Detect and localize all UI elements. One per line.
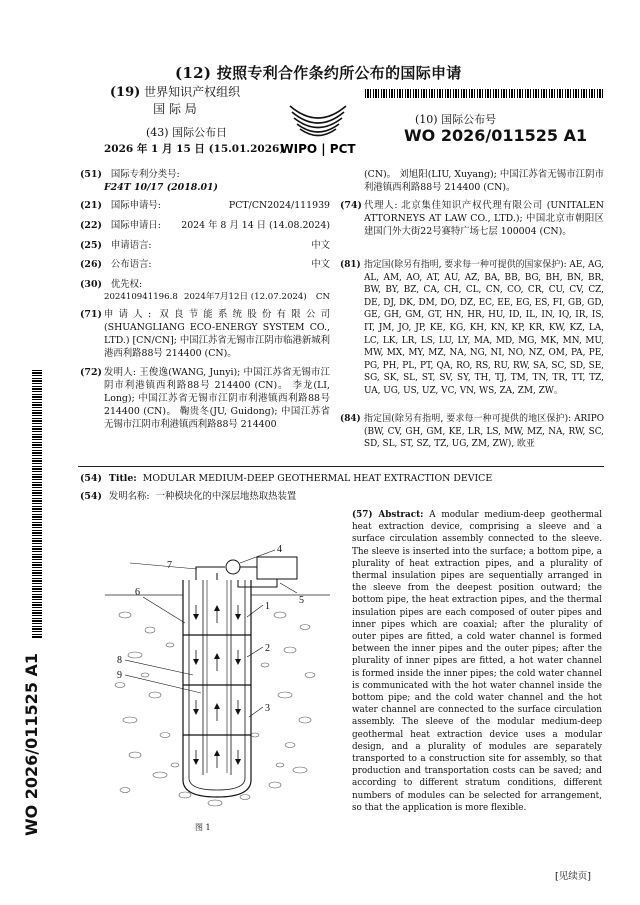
field-26 xyxy=(80,258,330,271)
field-51 xyxy=(80,168,330,194)
field-51-value: F24T 10/17 (2018.01) xyxy=(104,182,218,193)
field-22 xyxy=(80,219,330,232)
abstract-text: A modular medium-deep geothermal heat extraction device, comprising a sleeve and a surface circulation assembly connected to the sleeve. The sleeve is inserted into the surface; a bottom pipe, a plurality of heat extraction pipes, and a plurality of thermal insulation pipes are sequentially arranged in the sleeve from the deepest position outward; the bottom pipe, the heat extraction pipes, and the thermal insulation pipes are each composed of outer pipes and inner pipes which are coaxial; after the plurality of outer pipes are fitted, a cold water channel is formed between the inner pipes and the outer pipes; after the plurality of inner pipes are fitted, a hot water channel is formed inside the inner pipes; the cold water channel is communicated with the hot water channel inside the bottom pipe; and the cold water channel and the hot water channel are connected to the surface circulation assembly. The sleeve of the modular medium-deep geothermal heat extraction device uses a modular design, and a plurality of modules are separately transported to a construction site for assembly, so that production and transportation costs can be saved; and according to different stratum conditions, different numbers of modules can be selected for arrangement, so that the application is more flexible. xyxy=(352,510,603,813)
title-cn xyxy=(80,490,605,503)
pubno-value: WO 2026/011525 A1 xyxy=(404,126,588,145)
fig-label-1: 1 xyxy=(265,601,270,612)
field-30-code: (30) xyxy=(80,279,102,290)
field-25 xyxy=(80,239,330,252)
wipo-organization xyxy=(100,84,250,117)
abstract-code: (57) xyxy=(352,510,373,520)
field-30-date: 2024年7月12日 (12.07.2024) xyxy=(184,292,307,302)
title-cn-label: 发明名称: xyxy=(108,491,150,502)
field-81 xyxy=(340,259,604,398)
fig-label-6: 6 xyxy=(135,587,140,598)
field-81-text: 指定国(除另有指明, 要求每一种可提供的国家保护): AE, AG, AL, AM, AO, AT, AU, AZ, BA, BB, BG, BH, BN, BR, BW, BY, BZ, CA, CH, CL, CN, CO, CR, CU, CV, CZ, DE, DJ, DK, DM, DO, DZ, EC, EE, EG, ES, FI, GB, GD, GE, GH, GM, GT, HN, HR, HU, ID, IL, IN, IQ, IR, IS, IT, JM, JO, JP, KE, KG, KH, KN, KP, KR, KW, KZ, LA, LC, LK, LR, LS, LU, LY, MA, MD, MG, MK, MN, MU, MW, MX, MY, MZ, NA, NG, NI, NO, NZ, OM, PA, PE, PG, PH, PL, PT, QA, RO, RS, RU, RW, SA, SC, SD, SE, SG, SK, SL, ST, SV, SY, TH, TJ, TM, TN, TR, TT, TZ, UA, UG, US, UZ, VC, VN, WS, ZA, ZM, ZW。 xyxy=(364,260,604,396)
fig-label-9: 9 xyxy=(117,670,122,681)
field-81-code: (81) xyxy=(340,260,361,270)
title-en xyxy=(80,472,605,485)
field-26-code: (26) xyxy=(80,259,102,270)
field-84 xyxy=(340,413,604,451)
side-pubno: WO 2026/011525 A1 xyxy=(22,652,42,837)
wipo-logo-text: WIPO | PCT xyxy=(280,142,356,156)
field-25-value: 中文 xyxy=(311,240,330,251)
top-barcode xyxy=(365,89,603,98)
field-72 xyxy=(80,366,330,431)
continued-note: [见续页] xyxy=(555,871,591,882)
field-84-code: (84) xyxy=(340,414,361,424)
fig-label-7: 7 xyxy=(167,560,172,571)
title-cn-value: 一种模块化的中深层地热取热装置 xyxy=(155,491,297,502)
org-name-line2: 国 际 局 xyxy=(153,102,197,116)
field-30 xyxy=(80,278,330,304)
field-72-code: (72) xyxy=(80,367,102,378)
figure-caption: 图 1 xyxy=(195,823,211,832)
field-30-country: CN xyxy=(315,292,330,302)
side-barcode xyxy=(32,370,42,638)
field-72-text: 发明人: 王俊逸(WANG, Junyi); 中国江苏省无锡市江阴市利港镇西利路88号 214400 (CN)。 李龙(LI, Long); 中国江苏省无锡市江阴市利港镇西利路88号 214400 (CN)。 鞠贵冬(JU, Guidong); 中国江苏省无锡市江阴市利港镇西利路88号 214400 xyxy=(104,367,330,430)
field-51-code: (51) xyxy=(80,169,102,180)
fig-label-8: 8 xyxy=(117,655,122,666)
field-25-label: 申请语言: xyxy=(110,240,152,251)
field-71-code: (71) xyxy=(80,309,102,320)
field-26-value: 中文 xyxy=(311,259,330,270)
field-21-value: PCT/CN2024/111939 xyxy=(228,200,330,211)
heat-exchanger-box xyxy=(257,557,297,579)
field-51-label: 国际专利分类号: xyxy=(110,169,180,180)
field-26-label: 公布语言: xyxy=(110,259,152,270)
field-84-text: 指定国(除另有指明, 要求每一种可提供的地区保护): ARIPO (BW, CV, GH, GM, KE, LR, LS, MW, MZ, NA, RW, SC, SD, SL, ST, SZ, TZ, UG, ZM, ZW), 欧亚 xyxy=(364,414,604,450)
field-74-code: (74) xyxy=(340,200,362,211)
circulation-pipe xyxy=(196,567,225,580)
field-30-number: 202410941196.8 xyxy=(104,292,178,302)
pump xyxy=(226,560,240,574)
inventor-continued: (CN)。 刘旭阳(LIU, Xuyang); 中国江苏省无锡市江阴市利港镇西利路88号 214400 (CN)。 xyxy=(364,169,604,193)
wipo-logo xyxy=(270,100,366,156)
fig-label-4: 4 xyxy=(277,544,282,555)
title-en-value: MODULAR MEDIUM-DEEP GEOTHERMAL HEAT EXTRACTION DEVICE xyxy=(142,473,493,484)
document-title: (12) 按照专利合作条约所公布的国际申请 xyxy=(175,64,462,82)
abstract-label: Abstract: xyxy=(378,510,424,520)
pubdate-value: 2026 年 1 月 15 日 (15.01.2026) xyxy=(104,143,285,155)
field-25-code: (25) xyxy=(80,240,102,251)
title-en-label: Title: xyxy=(108,473,137,484)
title-cn-code: (54) xyxy=(80,491,102,502)
field-22-value: 2024 年 8 月 14 日 (14.08.2024) xyxy=(181,220,330,231)
abstract xyxy=(352,509,602,814)
field-22-label: 国际申请日: xyxy=(110,220,161,231)
field-71 xyxy=(80,308,330,360)
field-21-code: (21) xyxy=(80,200,102,211)
field-22-code: (22) xyxy=(80,220,102,231)
org-code: (19) xyxy=(109,85,141,100)
fig-label-3: 3 xyxy=(265,703,270,714)
field-74-text: 代理人: 北京集佳知识产权代理有限公司 (UNITALEN ATTORNEYS AT LAW CO., LTD.); 中国北京市朝阳区建国门外大街22号赛特广场七层 100004 (CN)。 xyxy=(364,200,604,237)
fig-label-5: 5 xyxy=(299,595,304,606)
field-74 xyxy=(340,199,604,238)
title-top-rule xyxy=(78,466,604,467)
field-21 xyxy=(80,199,330,212)
field-71-text: 申请人: 双良节能系统股份有限公司 (SHUANGLIANG ECO-ENERGY SYSTEM CO., LTD.) [CN/CN]; 中国江苏省无锡市江阴市临港新城利港西利路88号 214400 (CN)。 xyxy=(104,309,330,359)
field-21-label: 国际申请号: xyxy=(110,200,161,211)
pubdate-label: (43) 国际公布日 xyxy=(146,126,228,139)
org-name: 世界知识产权组织 xyxy=(144,85,241,99)
patent-figure xyxy=(105,535,330,810)
fig-label-2: 2 xyxy=(265,643,270,654)
field-30-label: 优先权: xyxy=(110,279,143,290)
title-code: (54) xyxy=(80,473,102,484)
pubno-label: (10) 国际公布号 xyxy=(415,113,497,126)
